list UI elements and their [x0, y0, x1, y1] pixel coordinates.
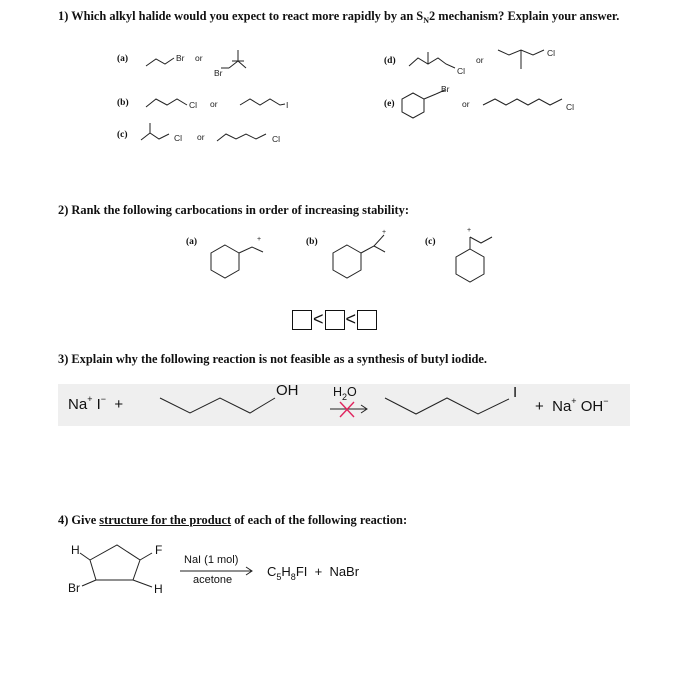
- q1d-or: or: [476, 55, 484, 65]
- q4-br: Br: [68, 581, 80, 595]
- q4-h-top: H: [71, 543, 80, 557]
- q4-f: F: [155, 543, 163, 557]
- q1-label-c: (c): [117, 130, 128, 140]
- q1e-cl: Cl: [566, 102, 575, 112]
- sodium-hydroxide: + Na+ OH−: [535, 396, 609, 415]
- q2b-plus: +: [382, 229, 387, 236]
- less-than-2: <: [345, 309, 357, 329]
- sodium-iodide: Na+ I− +: [68, 394, 124, 413]
- bond-to-f: [140, 553, 152, 560]
- q1b-cl-left: Cl: [189, 100, 198, 110]
- product-formula: $C_5H_8FI$ + NaBr: [267, 564, 360, 582]
- q1c-or: or: [197, 132, 205, 142]
- q1e-br: Br: [441, 84, 450, 94]
- q2a-plus: +: [257, 236, 262, 243]
- q4-h-bottom: H: [154, 582, 163, 596]
- q1c-cl-left: Cl: [174, 133, 183, 143]
- butyl-iodide-i: I: [513, 384, 518, 401]
- q1c-cl-right: Cl: [272, 134, 281, 144]
- bond-to-h-top: [80, 553, 90, 560]
- butanol-oh: OH: [276, 382, 299, 399]
- bond-to-br: [82, 580, 96, 586]
- q1-label-b: (b): [117, 98, 129, 108]
- question-3-prompt: 3) Explain why the following reaction is not feasible as a synthesis of butyl iodide.: [58, 352, 488, 366]
- question-2-prompt: 2) Rank the following carbocations in order of increasing stability:: [58, 203, 409, 217]
- cyclopentane-ring: [90, 545, 140, 580]
- q1a-br-left: Br: [176, 53, 185, 63]
- q1-label-d: (d): [384, 56, 396, 66]
- q1b-i-right: I: [286, 100, 289, 110]
- question-1-prompt: 1) Which alkyl halide would you expect to react more rapidly by an $S_N2$ mechanism? Explain your answer.: [58, 9, 620, 25]
- q2c-plus: +: [467, 227, 472, 234]
- q1e-or: or: [462, 99, 470, 109]
- q1d-cl-left: Cl: [457, 66, 466, 76]
- reagent-label: NaI (1 mol): [184, 554, 239, 566]
- q1-label-a: (a): [117, 54, 129, 64]
- water-label: $H_2O$: [333, 385, 357, 402]
- q2-label-b: (b): [306, 237, 318, 247]
- less-than-1: <: [313, 309, 324, 329]
- q1a-or: or: [195, 53, 203, 63]
- q1b-or: or: [210, 99, 218, 109]
- q2-label-a: (a): [186, 237, 198, 247]
- bond-to-h-bottom: [133, 580, 152, 587]
- q2-label-c: (c): [425, 237, 436, 247]
- question-4-prompt: 4) Give structure for the product of each of the following reaction:: [58, 513, 408, 527]
- q1-label-e: (e): [384, 99, 395, 109]
- q1a-br-right: Br: [214, 68, 223, 78]
- solvent-label: acetone: [193, 574, 233, 586]
- q1d-cl-right: Cl: [547, 48, 556, 58]
